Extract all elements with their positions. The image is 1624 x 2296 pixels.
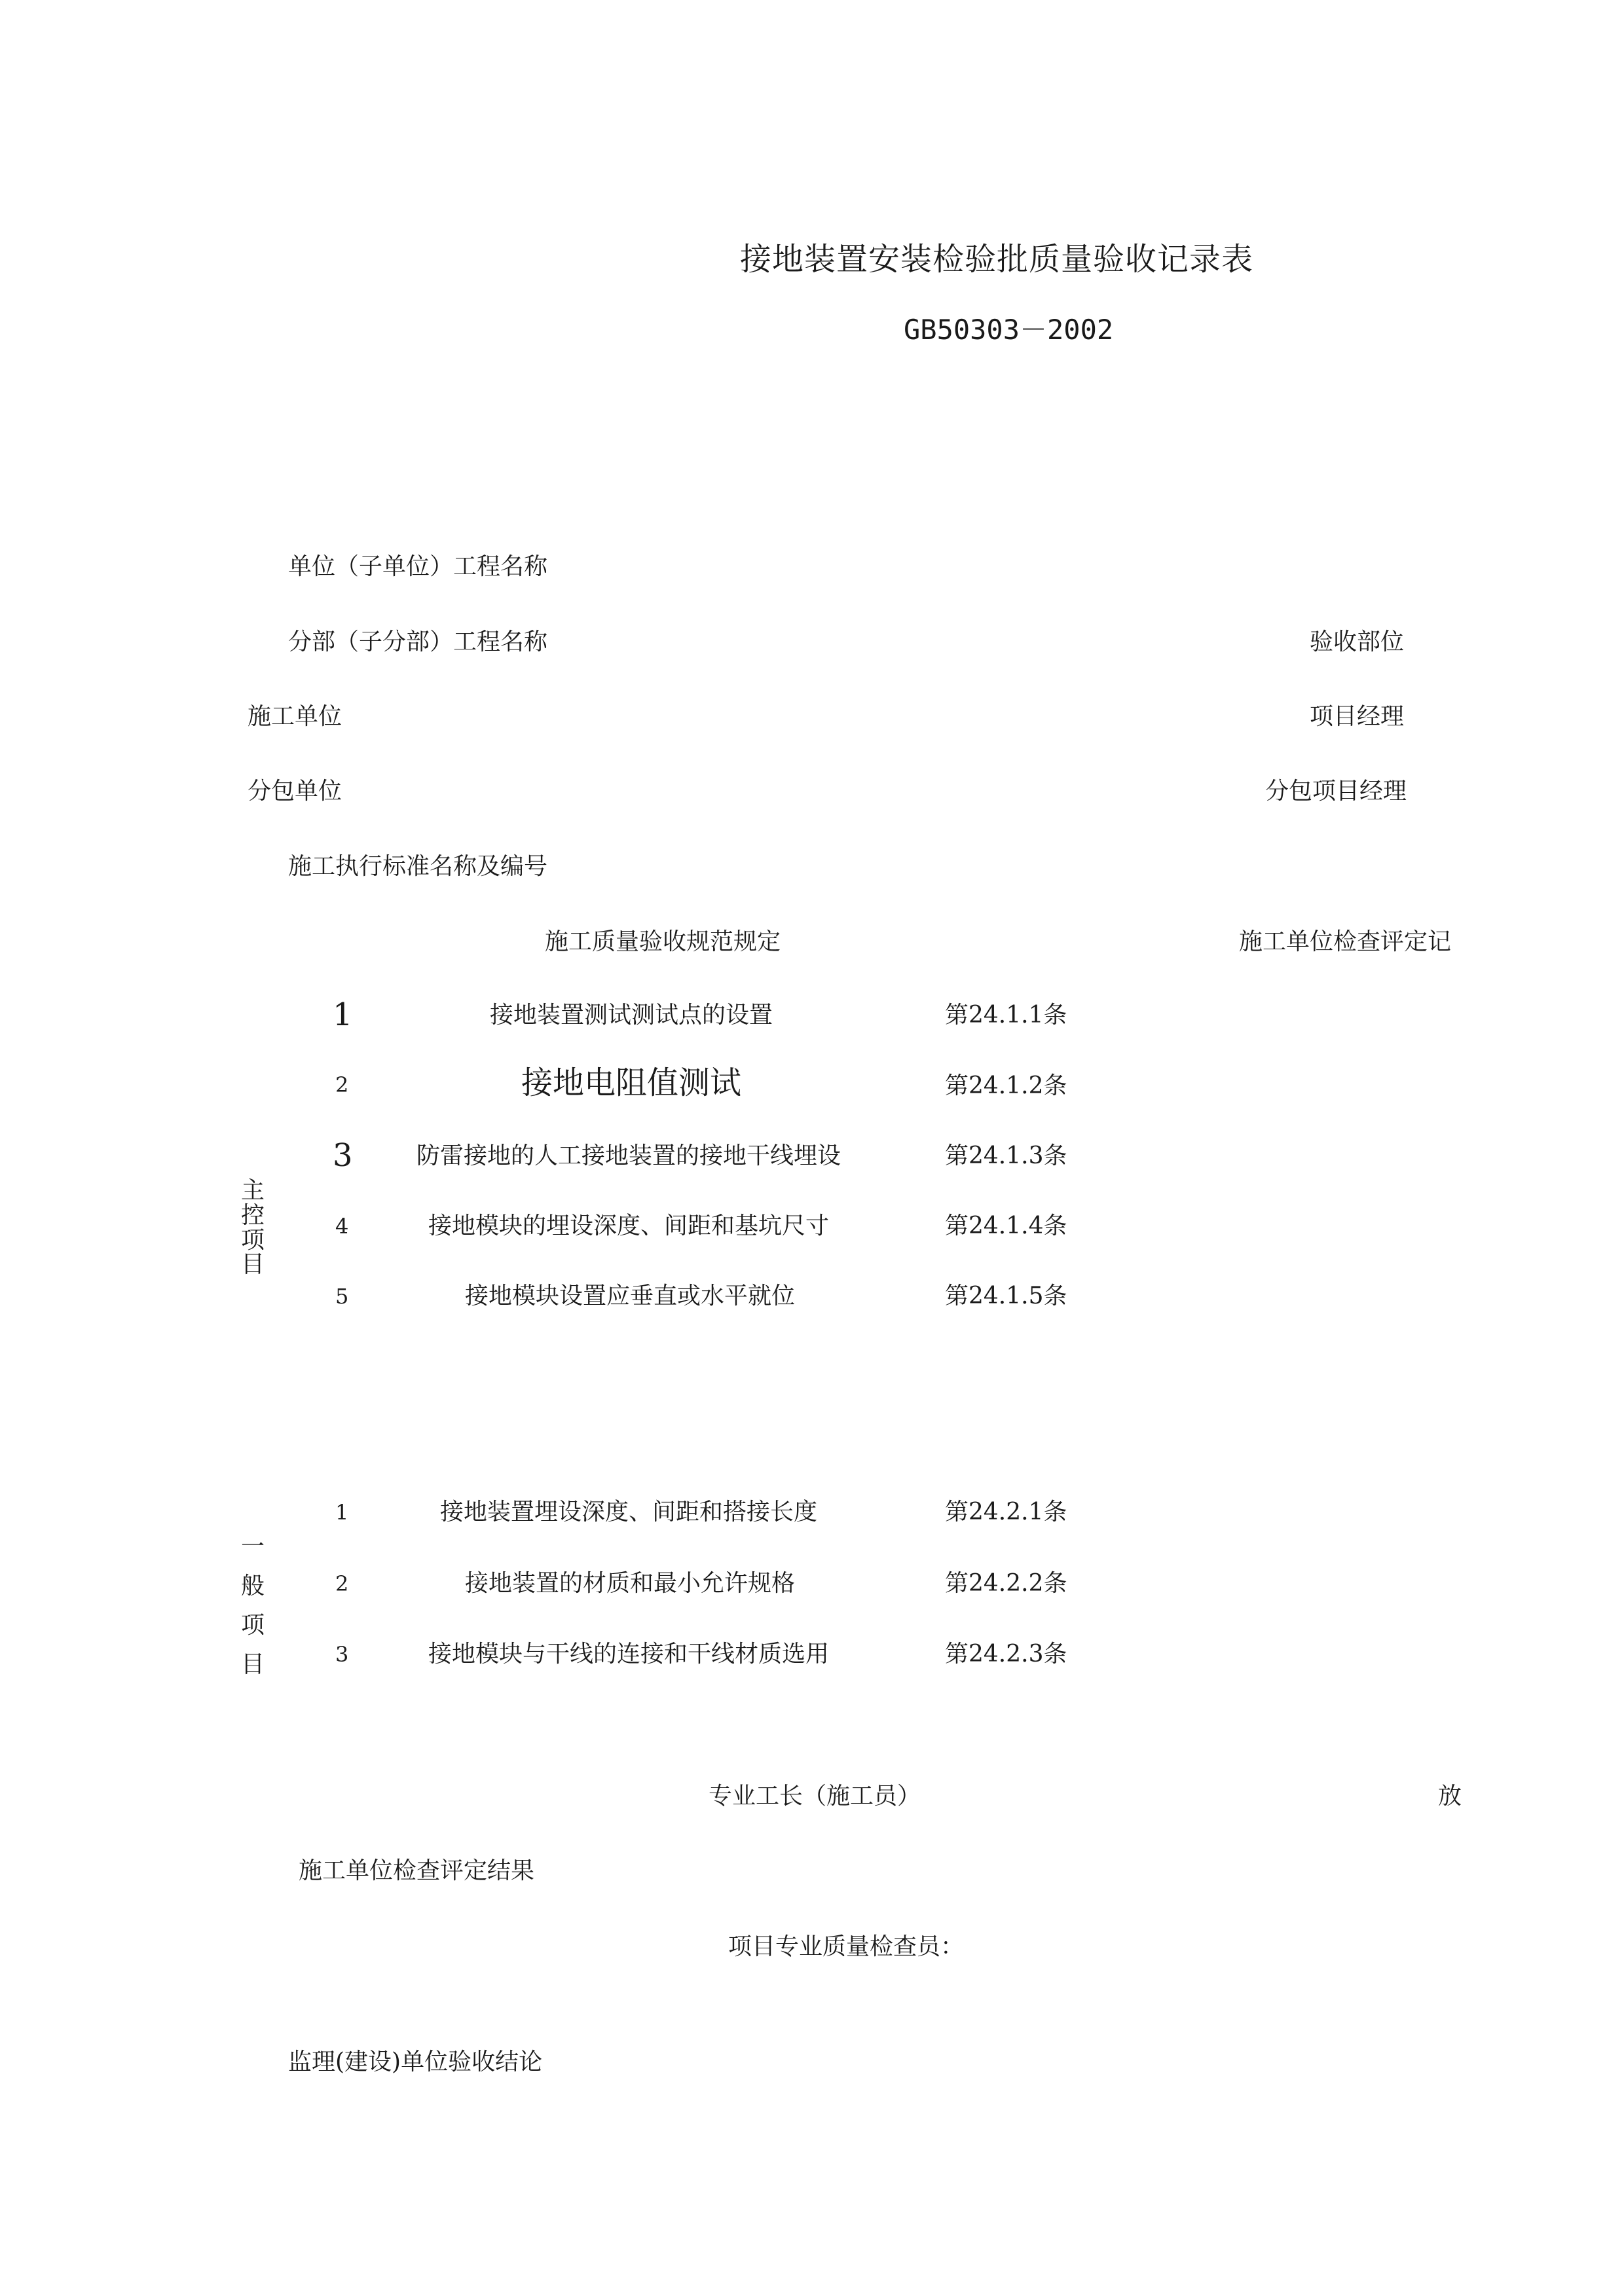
general-row-clause: 第24.2.2条 bbox=[945, 1570, 1067, 1597]
spec-header: 施工质量验收规范规定 bbox=[545, 928, 781, 955]
main-row-desc: 防雷接地的人工接地装置的接地干线埋设 bbox=[416, 1142, 841, 1169]
general-category-char: 般 bbox=[240, 1573, 265, 1599]
main-category-char: 控 bbox=[240, 1201, 265, 1229]
main-row-clause: 第24.1.2条 bbox=[945, 1072, 1067, 1099]
main-row-number: 5 bbox=[335, 1284, 349, 1309]
main-items-category bbox=[240, 1178, 266, 1277]
general-row-desc: 接地装置的材质和最小允许规格 bbox=[465, 1570, 796, 1597]
main-row-clause: 第24.1.3条 bbox=[945, 1142, 1067, 1169]
main-row-number: 1 bbox=[333, 996, 353, 1033]
general-items-category bbox=[240, 1535, 266, 1692]
supervision-label: 监理(建设)单位验收结论 bbox=[288, 2049, 543, 2075]
inspector-label: 项目专业质量检查员： bbox=[728, 1933, 965, 1960]
main-category-char: 目 bbox=[240, 1251, 265, 1279]
subcontract-unit-label: 分包单位 bbox=[248, 778, 342, 805]
general-category-char: 一 bbox=[240, 1533, 265, 1560]
general-row-desc: 接地装置埋设深度、间距和搭接长度 bbox=[440, 1499, 818, 1525]
general-category-char: 项 bbox=[240, 1612, 265, 1639]
document-title: 接地装置安装检验批质量验收记录表 bbox=[740, 241, 1254, 278]
sub-project-name-label: 分部（子分部）工程名称 bbox=[288, 629, 548, 655]
main-row-desc: 接地装置测试测试点的设置 bbox=[490, 1002, 773, 1029]
main-row-number: 3 bbox=[333, 1137, 353, 1174]
main-category-char: 主 bbox=[240, 1177, 265, 1204]
general-category-char: 目 bbox=[240, 1651, 265, 1678]
main-category-char: 项 bbox=[240, 1226, 265, 1254]
main-row-desc: 接地电阻值测试 bbox=[521, 1065, 742, 1101]
main-row-number: 4 bbox=[335, 1214, 349, 1239]
acceptance-part-label: 验收部位 bbox=[1310, 629, 1405, 655]
right-cut-text: 放 bbox=[1438, 1783, 1462, 1810]
main-row-desc: 接地模块的埋设深度、间距和基坑尺寸 bbox=[428, 1212, 830, 1239]
unit-project-name-label: 单位（子单位）工程名称 bbox=[288, 553, 548, 580]
main-row-clause: 第24.1.1条 bbox=[945, 1002, 1067, 1029]
standard-name-label: 施工执行标准名称及编号 bbox=[288, 853, 548, 880]
general-row-number: 1 bbox=[335, 1500, 349, 1525]
project-manager-label: 项目经理 bbox=[1310, 703, 1405, 730]
general-row-number: 3 bbox=[335, 1642, 349, 1667]
main-row-clause: 第24.1.5条 bbox=[945, 1283, 1067, 1309]
general-row-clause: 第24.2.1条 bbox=[945, 1499, 1067, 1525]
standard-code: GB50303－2002 bbox=[904, 314, 1114, 346]
general-row-desc: 接地模块与干线的连接和干线材质选用 bbox=[428, 1641, 830, 1667]
main-row-clause: 第24.1.4条 bbox=[945, 1212, 1067, 1239]
general-row-number: 2 bbox=[335, 1571, 349, 1596]
foreman-label: 专业工长（施工员） bbox=[709, 1783, 921, 1810]
subcontract-manager-label: 分包项目经理 bbox=[1265, 778, 1407, 805]
construction-unit-label: 施工单位 bbox=[248, 703, 342, 730]
result-label: 施工单位检查评定结果 bbox=[299, 1857, 535, 1884]
main-row-number: 2 bbox=[335, 1072, 349, 1097]
record-header: 施工单位检查评定记 bbox=[1239, 928, 1452, 955]
general-row-clause: 第24.2.3条 bbox=[945, 1641, 1067, 1667]
main-row-desc: 接地模块设置应垂直或水平就位 bbox=[465, 1283, 796, 1309]
